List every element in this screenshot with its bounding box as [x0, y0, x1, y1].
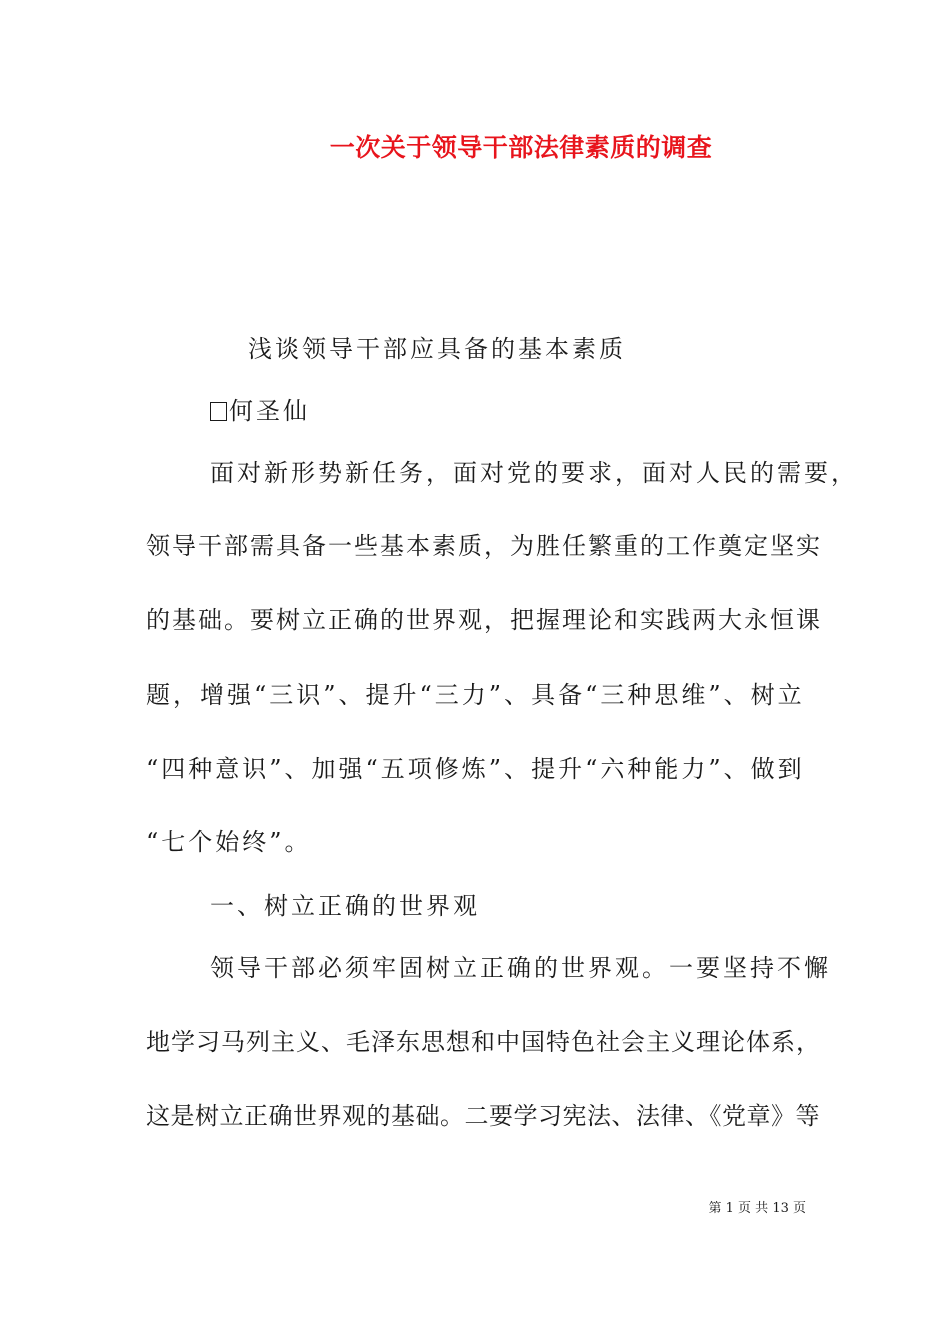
paragraph-line: 领导干部必须牢固树立正确的世界观。一要坚持不懈	[210, 954, 831, 982]
subtitle: 浅谈领导干部应具备的基本素质	[248, 335, 626, 363]
paragraph-line: 地学习马列主义、毛泽东思想和中国特色社会主义理论体系，	[146, 1028, 821, 1056]
paragraph-line: 题，增强“三识”、提升“三力”、具备“三种思维”、树立	[146, 681, 805, 709]
checkbox-square-icon	[210, 402, 227, 421]
paragraph-line: “七个始终”。	[146, 828, 312, 856]
paragraph-line: 这是树立正确世界观的基础。二要学习宪法、法律、《党章》等	[146, 1102, 820, 1130]
paragraph-line: 领导干部需具备一些基本素质，为胜任繁重的工作奠定坚实	[146, 532, 822, 560]
paragraph-line: “四种意识”、加强“五项修炼”、提升“六种能力”、做到	[146, 755, 805, 783]
page-footer: 第 1 页 共 13 页	[708, 1201, 806, 1216]
author-name: 何圣仙	[229, 397, 310, 425]
page-title: 一次关于领导干部法律素质的调查	[329, 133, 713, 162]
section-heading: 一、树立正确的世界观	[210, 892, 480, 920]
paragraph-line: 的基础。要树立正确的世界观，把握理论和实践两大永恒课	[146, 606, 822, 634]
author-line	[210, 395, 890, 427]
paragraph-line: 面对新形势新任务，面对党的要求，面对人民的需要，	[210, 459, 858, 487]
